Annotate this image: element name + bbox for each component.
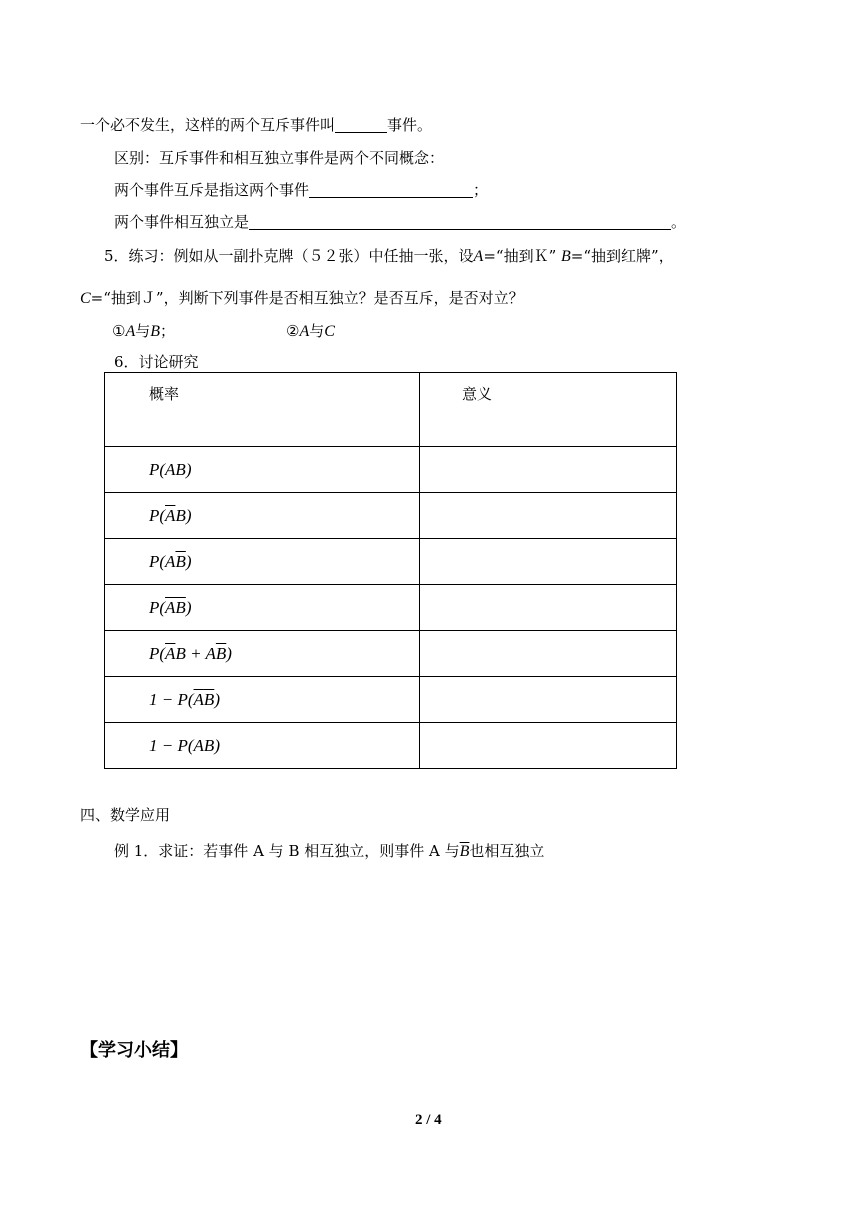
fill-blank <box>249 213 671 230</box>
table-row <box>105 723 677 769</box>
para4-text-after: 。 <box>671 213 687 231</box>
prob-expression: $P(\overline{AB})$ <box>105 585 420 631</box>
section-heading-applications <box>80 804 170 826</box>
discussion-title <box>114 351 199 373</box>
prob-expression: $P(\overline{A}B)$ <box>105 493 420 539</box>
summary-title: 【学习小结】 <box>80 1040 188 1061</box>
var-b: B <box>561 248 571 265</box>
meaning-cell <box>420 585 677 631</box>
eq-c: =“抽到Ｊ”，判断下列事件是否相互独立？是否互斥，是否对立？ <box>90 289 524 307</box>
page-number-text: 2 / 4 <box>415 1112 442 1128</box>
example1-text-after: 也相互独立 <box>469 842 545 860</box>
item1-num: ① <box>112 322 126 340</box>
para1-text-after: 事件。 <box>387 116 433 134</box>
discussion-table <box>104 372 677 769</box>
item2-mid: 与 <box>309 322 325 340</box>
fill-blank <box>335 116 387 133</box>
header-meaning: 意义 <box>420 373 677 447</box>
table-row <box>105 631 677 677</box>
example-1 <box>114 840 544 863</box>
fill-blank <box>309 181 473 198</box>
table-row <box>105 539 677 585</box>
summary-heading <box>80 1040 188 1062</box>
section4-title: 四、数学应用 <box>80 806 171 824</box>
page-number <box>415 1109 442 1131</box>
para4-text-before: 两个事件相互独立是 <box>114 213 250 231</box>
example1-bar-b: $\overline{B}$ <box>459 843 470 860</box>
eq-a: =“抽到Ｋ” <box>483 247 557 265</box>
table-row <box>105 677 677 723</box>
eq-b: =“抽到红牌”， <box>570 247 674 265</box>
prob-expression: $P(A\overline{B})$ <box>105 539 420 585</box>
discussion-title-text: 6．讨论研究 <box>114 353 199 371</box>
para3-text-after: ； <box>473 181 489 199</box>
paragraph-exclusive-definition <box>114 179 488 201</box>
paragraph-mutually-exclusive <box>80 114 432 136</box>
exercise-item-1 <box>112 320 175 343</box>
table-header-row <box>105 373 677 447</box>
header-probability: 概率 <box>105 373 420 447</box>
prob-expression: P(AB) <box>105 447 420 493</box>
meaning-cell <box>420 631 677 677</box>
paragraph-independent-definition <box>114 211 686 233</box>
table-row <box>105 447 677 493</box>
var-c: C <box>80 290 91 307</box>
meaning-cell <box>420 723 677 769</box>
exercise-line-2 <box>80 287 524 310</box>
meaning-cell <box>420 493 677 539</box>
item1-mid: 与 <box>135 322 151 340</box>
exercise-line-1 <box>104 245 674 268</box>
item2-v1: A <box>299 323 310 340</box>
prob-expression: 1 − P(AB) <box>105 723 420 769</box>
table-row <box>105 493 677 539</box>
para3-text-before: 两个事件互斥是指这两个事件 <box>114 181 310 199</box>
var-a: A <box>473 248 484 265</box>
paragraph-distinction <box>114 147 444 169</box>
meaning-cell <box>420 539 677 585</box>
prob-expression: $P(\overline{A}B + A\overline{B})$ <box>105 631 420 677</box>
prob-expression: $1 - P(\overline{A}\overline{B})$ <box>105 677 420 723</box>
item2-num: ② <box>286 322 300 340</box>
item1-tail: ； <box>160 322 176 340</box>
para1-text-before: 一个必不发生，这样的两个互斥事件叫 <box>80 116 336 134</box>
example1-text-before: 例 1．求证：若事件 A 与 B 相互独立，则事件 A 与 <box>114 842 460 860</box>
meaning-cell <box>420 677 677 723</box>
exercise-prefix: 5．练习：例如从一副扑克牌（５２张）中任抽一张，设 <box>104 247 474 265</box>
meaning-cell <box>420 447 677 493</box>
item1-v2: B <box>150 323 161 340</box>
exercise-item-2 <box>286 320 335 343</box>
item2-v2: C <box>324 323 335 340</box>
para2-text: 区别：互斥事件和相互独立事件是两个不同概念： <box>114 149 445 167</box>
table-row <box>105 585 677 631</box>
item1-v1: A <box>125 323 136 340</box>
